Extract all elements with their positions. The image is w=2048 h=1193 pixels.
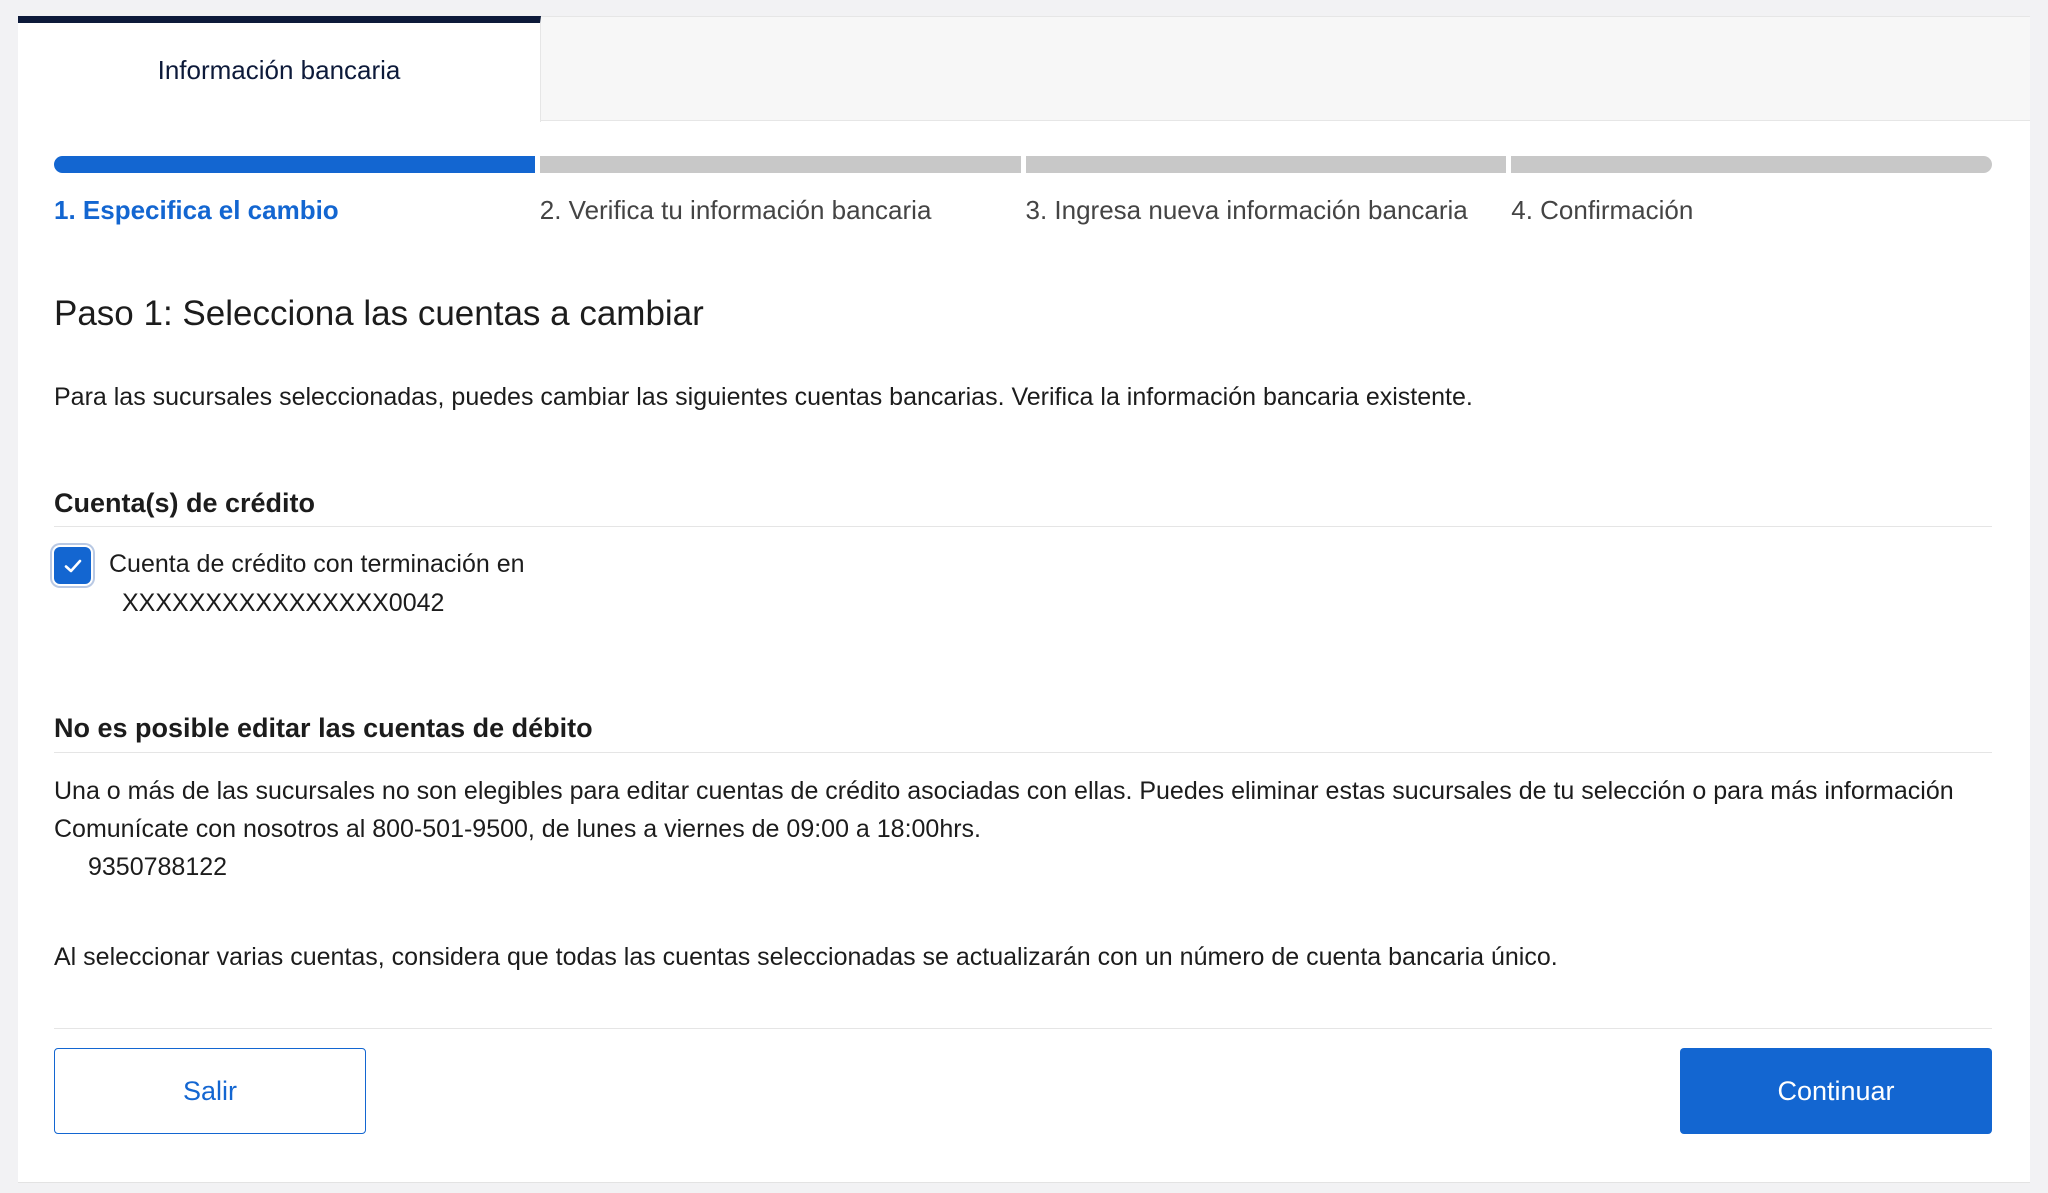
bank-info-panel (18, 16, 2030, 1183)
debit-section-divider (54, 752, 1992, 753)
stepper-labels (54, 195, 1992, 226)
actions-divider (54, 1028, 1992, 1029)
credit-section-divider (54, 526, 1992, 527)
credit-account-checkbox[interactable] (54, 547, 91, 584)
multi-account-note: Al seleccionar varias cuentas, considera que todas las cuentas seleccionadas se actualizarán con un número de cuenta bancaria único. (54, 943, 1558, 971)
tab-label: Información bancaria (157, 55, 401, 85)
debit-info-message (54, 772, 1992, 886)
stepper-bars (54, 156, 1992, 173)
credit-account-option[interactable] (54, 545, 525, 623)
step-label-3: 3. Ingresa nueva información bancaria (1025, 195, 1468, 225)
step-bar-2 (540, 156, 1021, 173)
tab-bar (18, 16, 2030, 121)
step-bar-4 (1511, 156, 1992, 173)
debit-message-text: Una o más de las sucursales no son elegibles para editar cuentas de crédito asociadas con ellas. Puedes eliminar estas sucursales de tu selección o para más información Comunícate con nosotros al 800-501-9500, de lunes a viernes de 09:00 a 18:00hrs. (54, 777, 1954, 843)
checkmark-icon (62, 555, 84, 577)
step-label-1: 1. Especifica el cambio (54, 195, 339, 225)
credit-account-text (109, 545, 525, 623)
exit-button[interactable]: Salir (54, 1048, 366, 1134)
progress-stepper (54, 156, 1992, 226)
continue-button[interactable]: Continuar (1680, 1048, 1992, 1134)
intro-text: Para las sucursales seleccionadas, puedes cambiar las siguientes cuentas bancarias. Verifica la información bancaria existente. (54, 383, 1473, 411)
step-label-4: 4. Confirmación (1511, 195, 1694, 225)
step-bar-1 (54, 156, 535, 173)
step-bar-3 (1026, 156, 1507, 173)
step-label-2: 2. Verifica tu información bancaria (539, 195, 932, 225)
credit-account-number: XXXXXXXXXXXXXXXX0042 (122, 589, 445, 617)
credit-account-label: Cuenta de crédito con terminación en (109, 550, 525, 578)
tab-bank-information[interactable] (18, 16, 541, 122)
debit-accounts-heading: No es posible editar las cuentas de débito (54, 713, 593, 743)
credit-accounts-heading: Cuenta(s) de crédito (54, 488, 316, 518)
contact-phone-number: 9350788122 (88, 853, 228, 881)
page-title: Paso 1: Selecciona las cuentas a cambiar (54, 294, 704, 333)
